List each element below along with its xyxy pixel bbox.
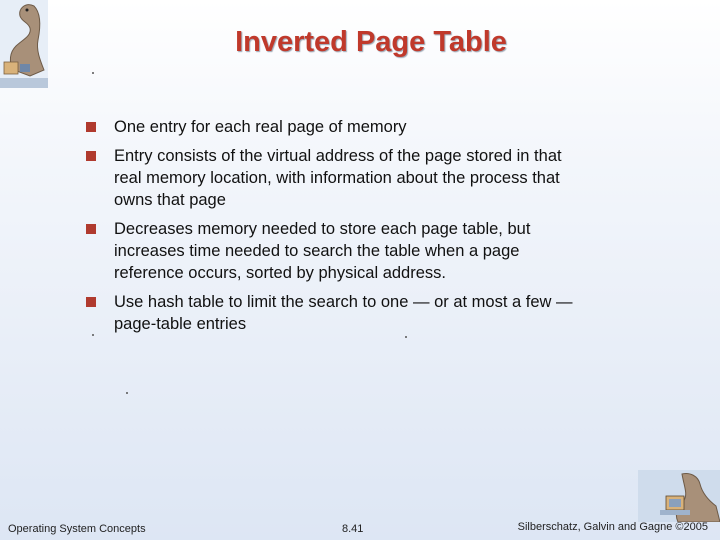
bullet-text: Use hash table to limit the search to one — or at most a few — page-table entries [114, 293, 573, 333]
bullet-item [86, 145, 586, 211]
speck [92, 334, 94, 336]
square-bullet-icon [86, 297, 96, 307]
footer-copyright: Silberschatz, Galvin and Gagne ©2005 [517, 521, 708, 533]
square-bullet-icon [86, 151, 96, 161]
slide-title: Inverted Page Table [235, 26, 507, 58]
square-bullet-icon [86, 122, 96, 132]
speck [405, 336, 407, 338]
bullet-text: Entry consists of the virtual address of the page stored in that real memory location, with information about the process that owns that page [114, 147, 562, 209]
bullet-item [86, 218, 586, 284]
bullet-item [86, 291, 586, 335]
speck [126, 392, 128, 394]
bullet-text: Decreases memory needed to store each page table, but increases time needed to search the table when a page reference occurs, sorted by physical address. [114, 220, 531, 282]
bullet-list [86, 116, 586, 342]
square-bullet-icon [86, 224, 96, 234]
speck [92, 72, 94, 74]
footer-page-number: 8.41 [342, 523, 364, 535]
dinosaur-computer-logo-icon [638, 470, 720, 522]
bullet-item [86, 116, 586, 138]
bullet-text: One entry for each real page of memory [114, 118, 407, 136]
footer-book-title: Operating System Concepts [8, 523, 146, 535]
